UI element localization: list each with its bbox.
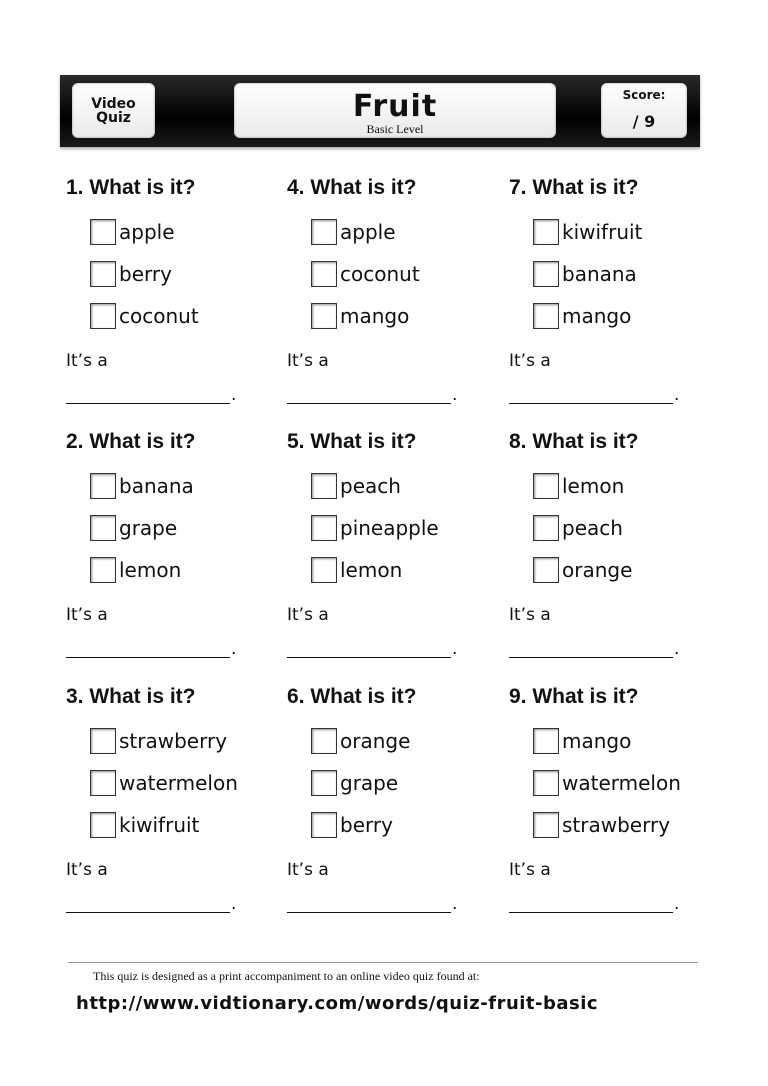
- option-label: lemon: [340, 558, 403, 582]
- checkbox[interactable]: [533, 219, 559, 245]
- checkbox[interactable]: [90, 261, 116, 287]
- option-label: mango: [562, 729, 632, 753]
- option-label: apple: [119, 220, 175, 244]
- option-label: pineapple: [340, 516, 439, 540]
- checkbox[interactable]: [90, 812, 116, 838]
- checkbox[interactable]: [533, 515, 559, 541]
- option-item[interactable]: [311, 811, 393, 839]
- checkbox[interactable]: [311, 515, 337, 541]
- answer-prompt: It’s a: [509, 351, 551, 371]
- checkbox[interactable]: [311, 303, 337, 329]
- answer-field[interactable]: [287, 636, 457, 658]
- option-item[interactable]: [533, 769, 681, 797]
- option-item[interactable]: [533, 811, 670, 839]
- answer-prompt: It’s a: [66, 860, 108, 880]
- question-2: [66, 430, 288, 675]
- quiz-header: [60, 75, 700, 147]
- checkbox[interactable]: [533, 728, 559, 754]
- option-item[interactable]: [90, 472, 194, 500]
- option-item[interactable]: [311, 769, 398, 797]
- answer-period: .: [231, 385, 237, 405]
- option-item[interactable]: [90, 769, 238, 797]
- option-item[interactable]: [311, 260, 420, 288]
- answer-prompt: It’s a: [287, 605, 329, 625]
- option-item[interactable]: [90, 556, 181, 584]
- question-title: 9. What is it?: [509, 685, 639, 708]
- answer-prompt: It’s a: [66, 605, 108, 625]
- option-item[interactable]: [311, 218, 396, 246]
- answer-blank[interactable]: [509, 385, 673, 404]
- answer-period: .: [452, 639, 458, 659]
- option-label: mango: [340, 304, 410, 328]
- checkbox[interactable]: [311, 770, 337, 796]
- option-label: coconut: [340, 262, 420, 286]
- option-item[interactable]: [533, 302, 631, 330]
- footer-note: This quiz is designed as a print accompaniment to an online video quiz found at:: [93, 969, 480, 983]
- answer-blank[interactable]: [287, 639, 451, 658]
- checkbox[interactable]: [533, 473, 559, 499]
- footer-url[interactable]: http://www.vidtionary.com/words/quiz-fruit-basic: [76, 993, 599, 1014]
- checkbox[interactable]: [311, 728, 337, 754]
- option-label: apple: [340, 220, 396, 244]
- answer-blank[interactable]: [287, 894, 451, 913]
- option-item[interactable]: [533, 218, 642, 246]
- question-8: [509, 430, 731, 675]
- checkbox[interactable]: [311, 473, 337, 499]
- question-title: 2. What is it?: [66, 430, 196, 453]
- checkbox[interactable]: [533, 261, 559, 287]
- answer-prompt: It’s a: [287, 351, 329, 371]
- checkbox[interactable]: [90, 303, 116, 329]
- question-4: [287, 176, 509, 421]
- checkbox[interactable]: [90, 515, 116, 541]
- answer-field[interactable]: [66, 382, 236, 404]
- question-7: [509, 176, 731, 421]
- question-title: 6. What is it?: [287, 685, 417, 708]
- option-label: kiwifruit: [119, 813, 200, 837]
- option-label: watermelon: [562, 771, 681, 795]
- answer-period: .: [674, 894, 680, 914]
- answer-period: .: [674, 639, 680, 659]
- checkbox[interactable]: [311, 812, 337, 838]
- video-quiz-line2: Quiz: [96, 109, 131, 126]
- question-3: [66, 685, 288, 930]
- page-title: Fruit: [352, 89, 438, 124]
- answer-field[interactable]: [66, 891, 236, 913]
- option-label: strawberry: [119, 729, 228, 753]
- score-box: [601, 83, 687, 138]
- checkbox[interactable]: [533, 303, 559, 329]
- option-item[interactable]: [90, 727, 227, 755]
- option-item[interactable]: [311, 727, 410, 755]
- option-item[interactable]: [90, 302, 199, 330]
- option-label: peach: [562, 516, 623, 540]
- option-item[interactable]: [311, 472, 401, 500]
- checkbox[interactable]: [90, 728, 116, 754]
- option-label: orange: [340, 729, 411, 753]
- answer-period: .: [674, 385, 680, 405]
- checkbox[interactable]: [90, 557, 116, 583]
- option-item[interactable]: [533, 472, 624, 500]
- question-5: [287, 430, 509, 675]
- option-label: mango: [562, 304, 632, 328]
- option-item[interactable]: [533, 556, 632, 584]
- checkbox[interactable]: [533, 812, 559, 838]
- question-1: [66, 176, 288, 421]
- score-label: Score:: [622, 88, 666, 102]
- checkbox[interactable]: [311, 557, 337, 583]
- option-item[interactable]: [533, 727, 631, 755]
- option-label: berry: [340, 813, 393, 837]
- answer-blank[interactable]: [66, 894, 230, 913]
- answer-prompt: It’s a: [509, 860, 551, 880]
- question-title: 4. What is it?: [287, 176, 417, 199]
- option-label: banana: [119, 474, 194, 498]
- answer-field[interactable]: [509, 891, 679, 913]
- option-item[interactable]: [311, 302, 409, 330]
- option-item[interactable]: [90, 514, 177, 542]
- answer-blank[interactable]: [287, 385, 451, 404]
- option-label: kiwifruit: [562, 220, 643, 244]
- option-label: watermelon: [119, 771, 238, 795]
- answer-period: .: [452, 385, 458, 405]
- video-quiz-badge: [72, 83, 155, 138]
- answer-blank[interactable]: [509, 639, 673, 658]
- answer-prompt: It’s a: [66, 351, 108, 371]
- option-label: strawberry: [562, 813, 671, 837]
- answer-prompt: It’s a: [287, 860, 329, 880]
- checkbox[interactable]: [311, 261, 337, 287]
- answer-field[interactable]: [287, 891, 457, 913]
- option-label: orange: [562, 558, 633, 582]
- answer-period: .: [231, 894, 237, 914]
- question-title: 5. What is it?: [287, 430, 417, 453]
- option-label: coconut: [119, 304, 199, 328]
- answer-blank[interactable]: [509, 894, 673, 913]
- question-9: [509, 685, 731, 930]
- option-label: banana: [562, 262, 637, 286]
- checkbox[interactable]: [533, 557, 559, 583]
- checkbox[interactable]: [533, 770, 559, 796]
- score-value: / 9: [632, 112, 656, 131]
- page-subtitle: Basic Level: [366, 122, 424, 136]
- answer-prompt: It’s a: [509, 605, 551, 625]
- footer-divider: [68, 962, 698, 963]
- option-label: grape: [119, 516, 178, 540]
- question-title: 8. What is it?: [509, 430, 639, 453]
- answer-field[interactable]: [287, 382, 457, 404]
- option-item[interactable]: [90, 811, 199, 839]
- option-item[interactable]: [90, 260, 172, 288]
- question-title: 1. What is it?: [66, 176, 196, 199]
- question-title: 3. What is it?: [66, 685, 196, 708]
- checkbox[interactable]: [90, 770, 116, 796]
- answer-period: .: [452, 894, 458, 914]
- answer-field[interactable]: [509, 636, 679, 658]
- option-label: peach: [340, 474, 401, 498]
- answer-blank[interactable]: [66, 639, 230, 658]
- option-item[interactable]: [90, 218, 175, 246]
- answer-field[interactable]: [66, 636, 236, 658]
- option-label: grape: [340, 771, 399, 795]
- answer-field[interactable]: [509, 382, 679, 404]
- option-label: lemon: [119, 558, 182, 582]
- checkbox[interactable]: [90, 473, 116, 499]
- option-label: lemon: [562, 474, 625, 498]
- title-box: [234, 83, 556, 138]
- checkbox[interactable]: [311, 219, 337, 245]
- answer-period: .: [231, 639, 237, 659]
- option-label: berry: [119, 262, 172, 286]
- option-item[interactable]: [533, 514, 623, 542]
- question-6: [287, 685, 509, 930]
- option-item[interactable]: [533, 260, 637, 288]
- option-item[interactable]: [311, 514, 439, 542]
- checkbox[interactable]: [90, 219, 116, 245]
- video-quiz-line1: Video: [91, 95, 136, 112]
- answer-blank[interactable]: [66, 385, 230, 404]
- option-item[interactable]: [311, 556, 402, 584]
- question-title: 7. What is it?: [509, 176, 639, 199]
